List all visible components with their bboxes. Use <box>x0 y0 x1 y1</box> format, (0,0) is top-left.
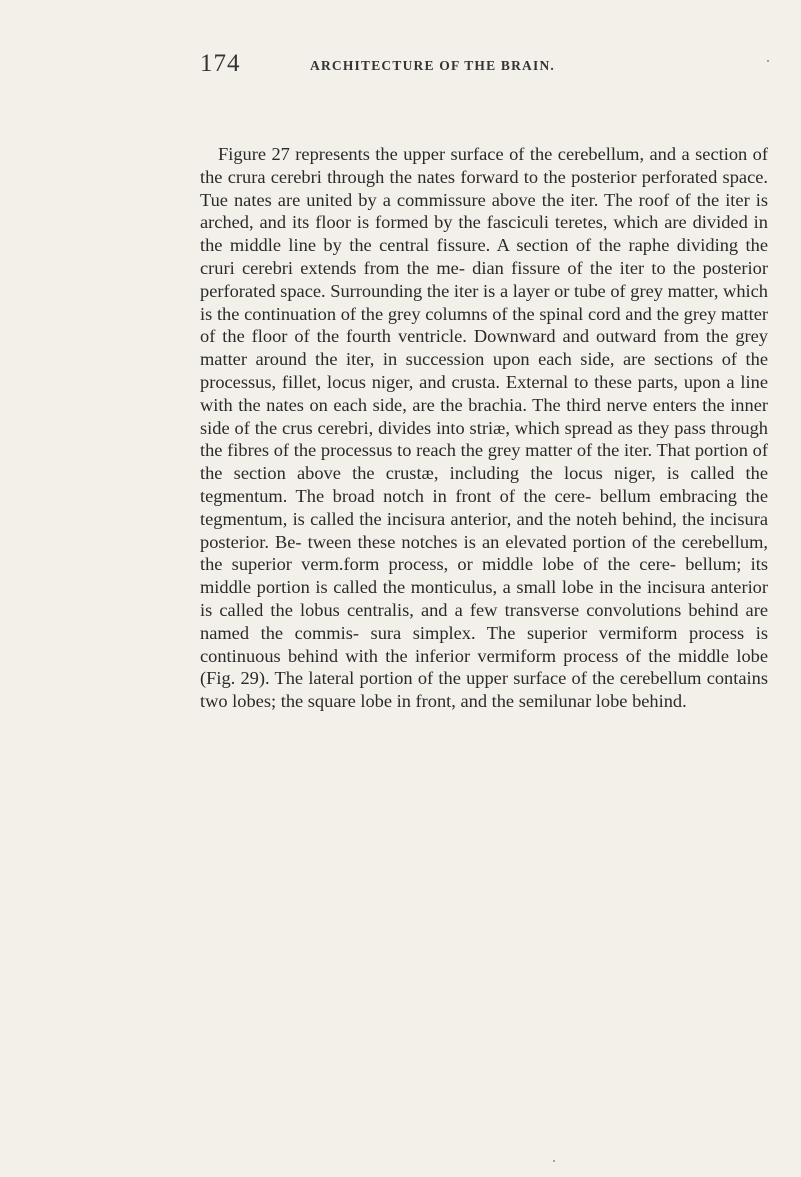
paper-speck <box>553 1160 555 1162</box>
body-paragraph: Figure 27 represents the upper surface of the cerebellum, and a section of the crura cerebri through the nates forward to the posterior perforated space. Tue nates are united by a commissure above the iter. The roof of the iter is arched, and its floor is formed by the fasciculi teretes, which are divided in the middle line by the central fissure. A section of the raphe dividing the cruri cerebri extends from the me- dian fissure of the iter to the posterior perforated space. Surrounding the iter is a layer or tube of grey matter, which is the continuation of the grey columns of the spinal cord and the grey matter of the floor of the fourth ventricle. Downward and outward from the grey matter around the iter, in succession upon each side, are sections of the processus, fillet, locus niger, and crusta. External to these parts, upon a line with the nates on each side, are the brachia. The third nerve enters the inner side of the crus cerebri, divides into striæ, which spread as they pass through the fibres of the processus to reach the grey matter of the iter. That portion of the section above the crustæ, including the locus niger, is called the tegmentum. The broad notch in front of the cere- bellum embracing the tegmentum, is called the incisura anterior, and the noteh behind, the incisura posterior. Be- tween these notches is an elevated portion of the cerebellum, the superior verm.form process, or middle lobe of the cere- bellum; its middle portion is called the monticulus, a small lobe in the incisura anterior is called the lobus centralis, and a few transverse convolutions behind are named the commis- sura simplex. The superior vermiform process is continuous behind with the inferior vermiform process of the middle lobe (Fig. 29). The lateral portion of the upper surface of the cerebellum contains two lobes; the square lobe in front, and the semilunar lobe behind. <box>200 144 768 712</box>
paper-speck <box>767 60 769 62</box>
running-head-title: ARCHITECTURE OF THE BRAIN. <box>310 58 555 73</box>
running-head <box>200 50 600 80</box>
page-number: 174 <box>200 50 241 77</box>
